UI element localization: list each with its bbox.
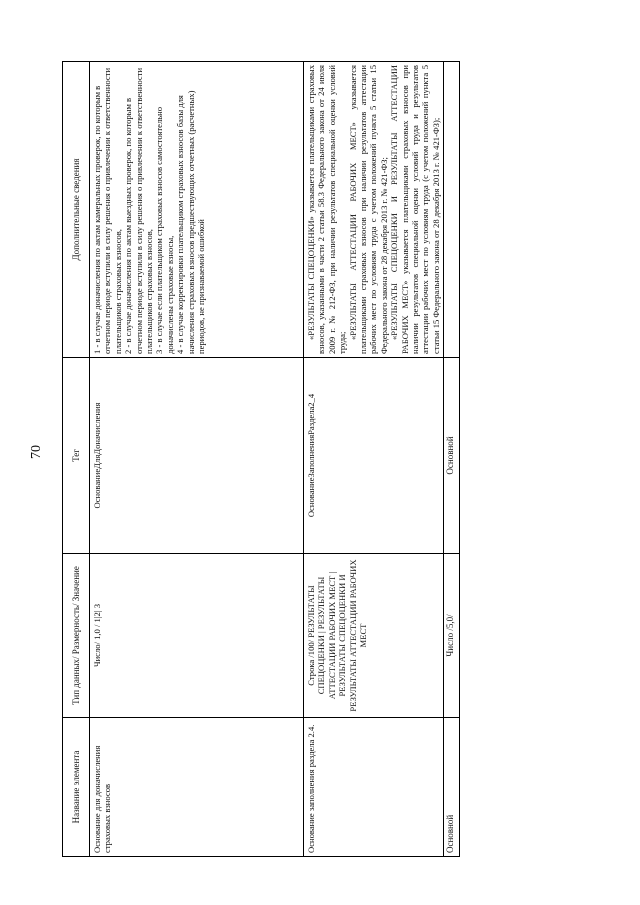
table-row xyxy=(444,62,460,857)
info-paragraph: «РЕЗУЛЬТАТЫ СПЕЦОЦЕНКИ» указывается плательщиками страховых взносов, указанными в части 2 статьи 58.3 Федерального закона от 24 июля 2009 г. № 212-ФЗ, при наличии результатов специальной оценки условий труда; xyxy=(306,65,348,354)
element-name: Основание заполнения раздела 2.4. xyxy=(304,718,444,857)
info-line: 2 - в случае доначисления по актам выездных проверок, по которым в отчетном периоде вступили в силу решения о привлечении к ответственности плательщиков страховых взносов, xyxy=(123,67,155,354)
element-info xyxy=(444,62,460,358)
element-info xyxy=(304,62,444,358)
header-tag: Тег xyxy=(63,358,90,554)
info-paragraph: «РЕЗУЛЬТАТЫ СПЕЦОЦЕНКИ И РЕЗУЛЬТАТЫ АТТЕСТАЦИИ РАБОЧИХ МЕСТ» указывается плательщиками страховых взносов при наличии результатов специальной оценки условий труда и результатов аттестации рабочих мест по условиям труда (с учетом положений пункта 5 статьи 15 Федерального закона от 28 декабря 2013 г. № 421-ФЗ); xyxy=(389,65,441,354)
info-paragraph: «РЕЗУЛЬТАТЫ АТТЕСТАЦИИ РАБОЧИХ МЕСТ» указывается плательщиками страховых взносов при наличии результатов аттестации рабочих мест по условиям труда с учетом положений пункта 5 статьи 15 Федерального закона от 28 декабря 2013 г. № 421-ФЗ; xyxy=(347,65,389,354)
info-line: 4 - в случае корректировки плательщиком страховых взносов базы для начисления страховых взносов предшествующих отчетных (расчетных) периодов, не признаваемой ошибкой xyxy=(175,90,207,354)
element-tag: ОснованиеЗаполненияРаздела2_4 xyxy=(304,358,444,554)
table-row xyxy=(304,62,444,857)
element-tag: ОснованиеДляДоначисления xyxy=(90,358,304,554)
element-type: Число/ 1,0 / 1|2| 3 xyxy=(90,554,304,718)
elements-table xyxy=(62,61,460,857)
table-header-row xyxy=(63,62,90,857)
table-row xyxy=(90,62,304,857)
header-type: Тип данных/ Размерность/ Значение xyxy=(63,554,90,718)
element-type: Число /5,0/ xyxy=(444,554,460,718)
element-info xyxy=(90,62,304,358)
element-type: Строка /100/ РЕЗУЛЬТАТЫ СПЕЦОЦЕНКИ | РЕЗУЛЬТАТЫ АТТЕСТАЦИИ РАБОЧИХ МЕСТ | РЕЗУЛЬТАТЫ СПЕЦОЦЕНКИ И РЕЗУЛЬТАТЫ АТТЕСТАЦИИ РАБОЧИХ МЕСТ xyxy=(304,554,444,718)
element-name: Основание для доначисления страховых взносов xyxy=(90,718,304,857)
rotated-page xyxy=(62,62,577,857)
header-name: Название элемента xyxy=(63,718,90,857)
page-number: 70 xyxy=(29,445,44,459)
header-info: Дополнительные сведения xyxy=(63,62,90,358)
element-tag: Основной xyxy=(444,358,460,554)
info-line: 1 - в случае доначисления по актам камеральных проверок, по которым в отчетном периоде вступили в силу решения о привлечении к ответственности плательщиков страховых взносов, xyxy=(92,67,123,354)
info-line: 3 - в случае если плательщиком страховых взносов самостоятельно доначислены страховые взносы, xyxy=(154,106,175,354)
element-name: Основной xyxy=(444,718,460,857)
